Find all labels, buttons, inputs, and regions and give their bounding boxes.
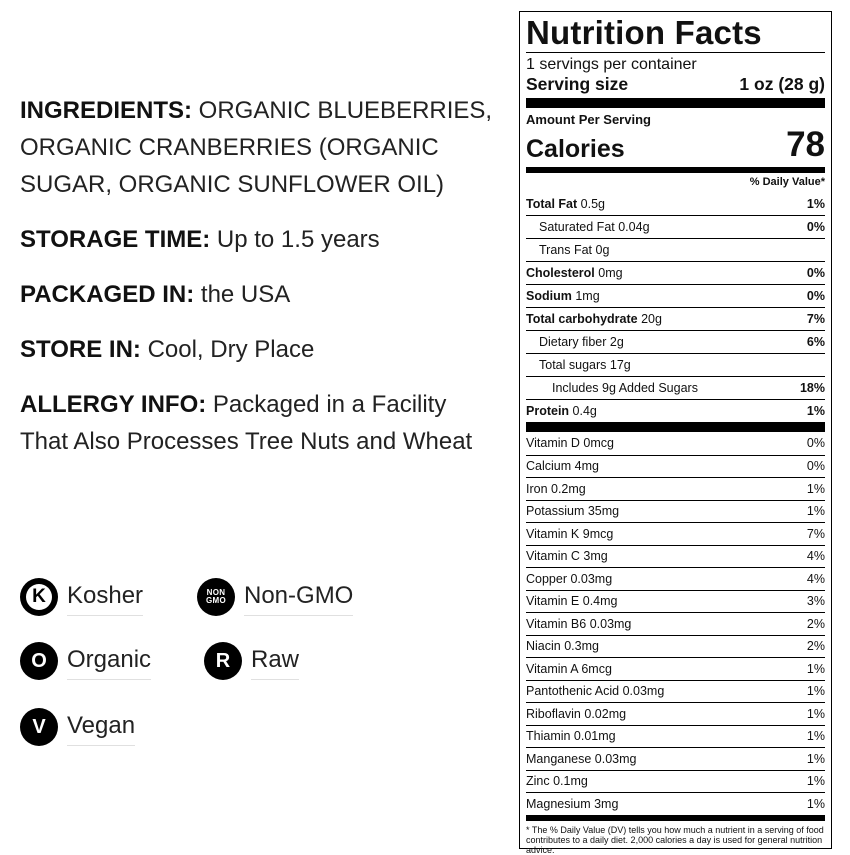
storage-time: STORAGE TIME: Up to 1.5 years: [20, 226, 380, 253]
vitamin-row: Vitamin A 6mcg 1%: [526, 657, 825, 680]
calories: Calories 78: [526, 125, 825, 164]
footnote: * The % Daily Value (DV) tells you how much a nutrient in a serving of food contributes to a daily diet. 2,000 calories a day is used for general nutrition advice.: [526, 824, 824, 855]
vitamin-row: Vitamin K 9mcg 7%: [526, 522, 825, 545]
nutrient-row: Total sugars 17g: [526, 353, 825, 376]
packaged-in: PACKAGED IN: the USA: [20, 281, 291, 308]
vitamin-row: Vitamin D 0mcg 0%: [526, 436, 825, 451]
organic-icon: O: [20, 642, 58, 680]
vitamin-row: Riboflavin 0.02mg 1%: [526, 702, 825, 725]
nutrient-row: Protein 0.4g 1%: [526, 399, 825, 422]
nutrient-row: Total carbohydrate 20g 7%: [526, 307, 825, 330]
badge-label: Raw: [251, 643, 299, 680]
vitamin-row: Zinc 0.1mg 1%: [526, 770, 825, 793]
servings-per-container: 1 servings per container: [526, 56, 697, 73]
vitamin-row: Potassium 35mg 1%: [526, 500, 825, 523]
badge-vegan: [20, 708, 135, 746]
badge-label: Non-GMO: [244, 579, 353, 616]
badge-label: Organic: [67, 643, 151, 680]
nutrient-row: Includes 9g Added Sugars 18%: [526, 376, 825, 399]
vitamin-row: Manganese 0.03mg 1%: [526, 747, 825, 770]
vitamin-row: Niacin 0.3mg 2%: [526, 635, 825, 658]
badge-raw: [204, 642, 299, 680]
badge-kosher: [20, 578, 143, 616]
vitamin-row: Vitamin C 3mg 4%: [526, 545, 825, 568]
badge-label: Kosher: [67, 579, 143, 616]
non-gmo-icon: NON GMO: [197, 578, 235, 616]
kosher-icon: K: [20, 578, 58, 616]
ingredients: INGREDIENTS: ORGANIC BLUEBERRIES, ORGANIC CRANBERRIES (ORGANIC SUGAR, ORGANIC SUNFLOWER OIL): [20, 97, 493, 198]
product-info: [20, 92, 500, 478]
vitamin-row: Calcium 4mg 0%: [526, 455, 825, 478]
vitamin-row: Vitamin E 0.4mg 3%: [526, 590, 825, 613]
badge-organic: [20, 642, 151, 680]
nutrient-row: Dietary fiber 2g 6%: [526, 330, 825, 353]
vitamin-row: Vitamin B6 0.03mg 2%: [526, 612, 825, 635]
nutrient-row: Trans Fat 0g: [526, 238, 825, 261]
nutrient-row: Sodium 1mg 0%: [526, 284, 825, 307]
serving-size: Serving size 1 oz (28 g): [526, 74, 825, 94]
store-in: STORE IN: Cool, Dry Place: [20, 336, 315, 363]
vitamin-row: Magnesium 3mg 1%: [526, 792, 825, 815]
vitamin-row: Copper 0.03mg 4%: [526, 567, 825, 590]
daily-value-header: % Daily Value*: [749, 176, 825, 188]
vitamin-row: Iron 0.2mg 1%: [526, 477, 825, 500]
vegan-icon: V: [20, 708, 58, 746]
badge-non-gmo: [197, 578, 353, 616]
nutrient-row: Cholesterol 0mg 0%: [526, 261, 825, 284]
vitamin-row: Thiamin 0.01mg 1%: [526, 725, 825, 748]
nutrient-row: Saturated Fat 0.04g 0%: [526, 215, 825, 238]
nutrient-row: Total Fat 0.5g 1%: [526, 196, 825, 211]
allergy-info: ALLERGY INFO: Packaged in a Facility That Also Processes Tree Nuts and Wheat: [20, 391, 473, 455]
badge-label: Vegan: [67, 709, 135, 746]
amount-per-serving: Amount Per Serving: [526, 112, 651, 127]
raw-icon: R: [204, 642, 242, 680]
vitamin-row: Pantothenic Acid 0.03mg 1%: [526, 680, 825, 703]
vitamin-list: [526, 432, 825, 815]
nutrition-title: Nutrition Facts: [526, 14, 762, 51]
nutrient-list: [526, 192, 825, 422]
nutrition-facts-panel: [519, 11, 832, 855]
